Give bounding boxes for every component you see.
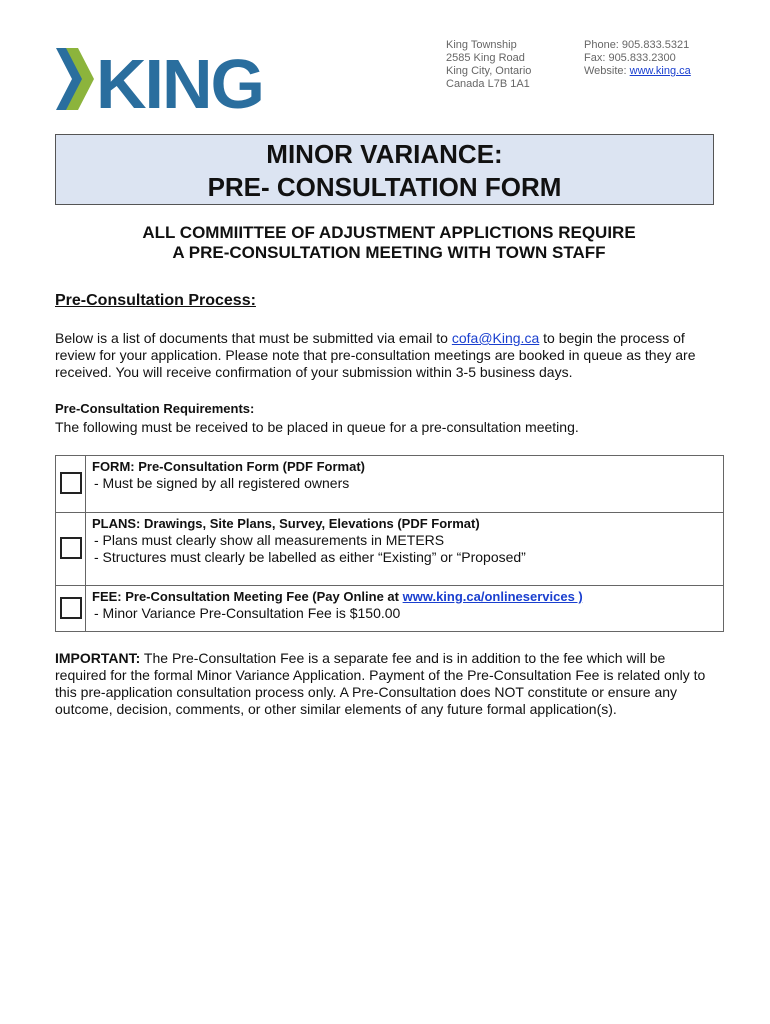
address-block <box>446 39 531 91</box>
process-text: Below is a list of documents that must be submitted via email to cofa@King.ca to begin the process of review for your application. Please note that pre-consultation meetings are booked in queue as they are received. You will receive confirmation of your submission within 3-5 business days. <box>55 330 696 380</box>
email-link[interactable]: cofa@King.ca <box>451 330 540 346</box>
requirements-title: Pre-Consultation Requirements: <box>55 401 255 416</box>
important-note <box>55 650 715 718</box>
process-title: Pre-Consultation Process: <box>55 292 256 309</box>
requirements-table <box>55 455 724 632</box>
address-line: King City, Ontario <box>446 65 532 77</box>
table-row <box>56 586 724 632</box>
subheading <box>55 223 723 263</box>
fax: Fax: 905.833.2300 <box>584 52 676 64</box>
important-text: The Pre-Consultation Fee is a separate fee and is in addition to the fee which will be required for the formal Minor Variance Application. Payment of the Pre-Consultation Fee is related only to this pre-application consultation process only. A Pre-Consultation does NOT constitute or ensure any outcome, decision, comments, or other similar elements of any future formal application(s). <box>55 650 706 717</box>
item-bullet: - Must be signed by all registered owners <box>94 475 350 491</box>
form-title <box>55 134 714 205</box>
title-line-2: PRE- CONSULTATION FORM <box>207 172 562 202</box>
plans-checkbox[interactable] <box>60 537 82 559</box>
item-title: FORM: Pre-Consultation Form (PDF Format) <box>92 459 365 474</box>
important-label: IMPORTANT: <box>55 650 141 666</box>
contact-block <box>584 39 691 78</box>
requirements-text: The following must be received to be placed in queue for a pre-consultation meeting. <box>55 419 579 435</box>
item-bullet: - Minor Variance Pre-Consultation Fee is $150.00 <box>94 605 401 621</box>
phone: Phone: 905.833.5321 <box>584 39 690 51</box>
item-bullet: - Structures must clearly be labelled as either “Existing” or “Proposed” <box>94 549 526 565</box>
website-link[interactable]: www.king.ca <box>629 65 691 77</box>
subheading-line-1: ALL COMMIITTEE OF ADJUSTMENT APPLICTIONS REQUIRE <box>142 223 636 242</box>
logo-text: KING <box>96 45 263 123</box>
table-row <box>56 456 724 513</box>
address-line: King Township <box>446 39 517 51</box>
table-row <box>56 513 724 586</box>
website: Website: www.king.ca <box>584 65 691 77</box>
online-services-link[interactable]: www.king.ca/onlineservices ) <box>402 589 583 604</box>
subheading-line-2: A PRE-CONSULTATION MEETING WITH TOWN STAFF <box>172 243 606 262</box>
item-bullet: - Plans must clearly show all measurements in METERS <box>94 532 445 548</box>
title-line-1: MINOR VARIANCE: <box>266 139 503 169</box>
king-logo <box>54 44 263 123</box>
form-checkbox[interactable] <box>60 472 82 494</box>
item-title: FEE: Pre-Consultation Meeting Fee (Pay Online at www.king.ca/onlineservices ) <box>92 589 583 604</box>
address-line: 2585 King Road <box>446 52 525 64</box>
item-title: PLANS: Drawings, Site Plans, Survey, Elevations (PDF Format) <box>92 516 480 531</box>
fee-checkbox[interactable] <box>60 597 82 619</box>
address-line: Canada L7B 1A1 <box>446 78 530 90</box>
